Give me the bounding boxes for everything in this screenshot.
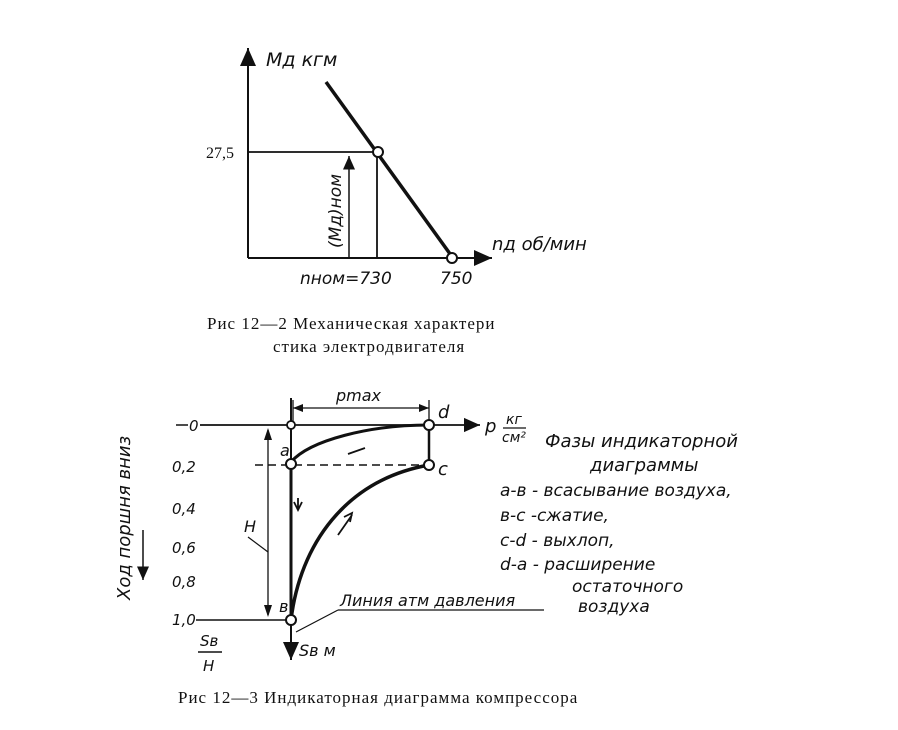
- fig2-h-arrow-top: [264, 428, 272, 440]
- fig2-pmax-label: pmax: [336, 386, 382, 405]
- fig2-caption: Рис 12—3 Индикаторная диаграмма компрессора: [178, 688, 579, 707]
- fig2-indicator-diagram: [114, 386, 738, 675]
- fig1-nominal-torque-label: (Mд)ном: [326, 173, 346, 248]
- fig2-y-tick-0-4: 0,4: [172, 500, 196, 518]
- fig2-legend-title: Фазы индикаторной: [545, 431, 738, 452]
- fig2-y-tick-0-2: 0,2: [172, 458, 196, 476]
- fig2-pmax-arrow-right: [419, 404, 429, 412]
- fig2-point-c-label: c: [438, 459, 448, 480]
- fig2-s-label: Sв м: [299, 641, 336, 660]
- fig2-point-d: [424, 420, 434, 430]
- fig1-caption-line2: стика электродвигателя: [273, 337, 466, 356]
- fig2-h-leader: [248, 537, 268, 552]
- fig2-legend-phase-da: d-a - расширение: [500, 555, 656, 575]
- fig2-h-denominator: H: [203, 657, 215, 675]
- fig2-origin-point: [287, 421, 295, 429]
- fig2-sv-numerator: Sв: [200, 632, 219, 650]
- fig1-caption-line1: Рис 12—2 Механическая характери: [207, 314, 496, 333]
- fig2-pmax-arrow-left: [293, 404, 303, 412]
- fig1-motor-characteristic: [206, 48, 587, 289]
- fig2-unit-denominator: см²: [502, 430, 526, 446]
- fig2-atm-label-leader: [296, 610, 338, 632]
- fig2-point-c: [424, 460, 434, 470]
- fig2-point-b: [286, 615, 296, 625]
- fig2-point-b-label: в: [279, 597, 289, 616]
- fig2-h-label: H: [244, 517, 257, 536]
- fig1-x-axis-label: nд об/мин: [492, 234, 587, 255]
- fig2-expansion-direction-arrow: [348, 448, 365, 454]
- fig1-y-tick-27-5: 27,5: [206, 145, 234, 162]
- fig2-legend-phase-cd: c-d - выхлоп,: [500, 531, 615, 551]
- fig1-y-axis-label: Mд кгм: [266, 49, 338, 71]
- fig2-unit-numerator: кг: [506, 412, 522, 428]
- fig2-expansion-curve-d-a: [291, 425, 429, 462]
- fig2-p-label: p: [485, 416, 497, 437]
- fig1-x-tick-750: 750: [440, 269, 473, 289]
- fig2-legend-phase-ab: a-в - всасывание воздуха,: [500, 481, 732, 501]
- fig2-legend-title-2: диаграммы: [590, 455, 699, 476]
- fig1-sync-point: [447, 253, 457, 263]
- fig2-point-a-label: a: [280, 441, 290, 460]
- fig1-x-tick-nominal: nном=730: [300, 269, 392, 289]
- fig2-atm-line-label: Линия атм давления: [340, 591, 516, 610]
- fig2-compression-direction-arrow: [338, 513, 352, 535]
- fig2-legend-phase-da-2: остаточного: [572, 577, 684, 597]
- fig2-y-tick-0: 0: [189, 417, 199, 435]
- fig2-point-d-label: d: [438, 402, 450, 423]
- fig2-h-arrow-bottom: [264, 605, 272, 617]
- fig2-y-tick-1-0: 1,0: [172, 611, 196, 629]
- fig2-legend-phase-bc: в-с -сжатие,: [500, 506, 609, 526]
- fig1-nominal-point: [373, 147, 383, 157]
- fig2-suction-direction-arrow: [294, 498, 302, 510]
- fig2-point-a: [286, 459, 296, 469]
- fig2-y-tick-0-6: 0,6: [172, 539, 196, 557]
- fig2-y-axis-label: Ход поршня вниз: [114, 435, 135, 600]
- fig2-y-tick-0-8: 0,8: [172, 573, 196, 591]
- fig2-legend-phase-da-3: воздуха: [578, 597, 650, 617]
